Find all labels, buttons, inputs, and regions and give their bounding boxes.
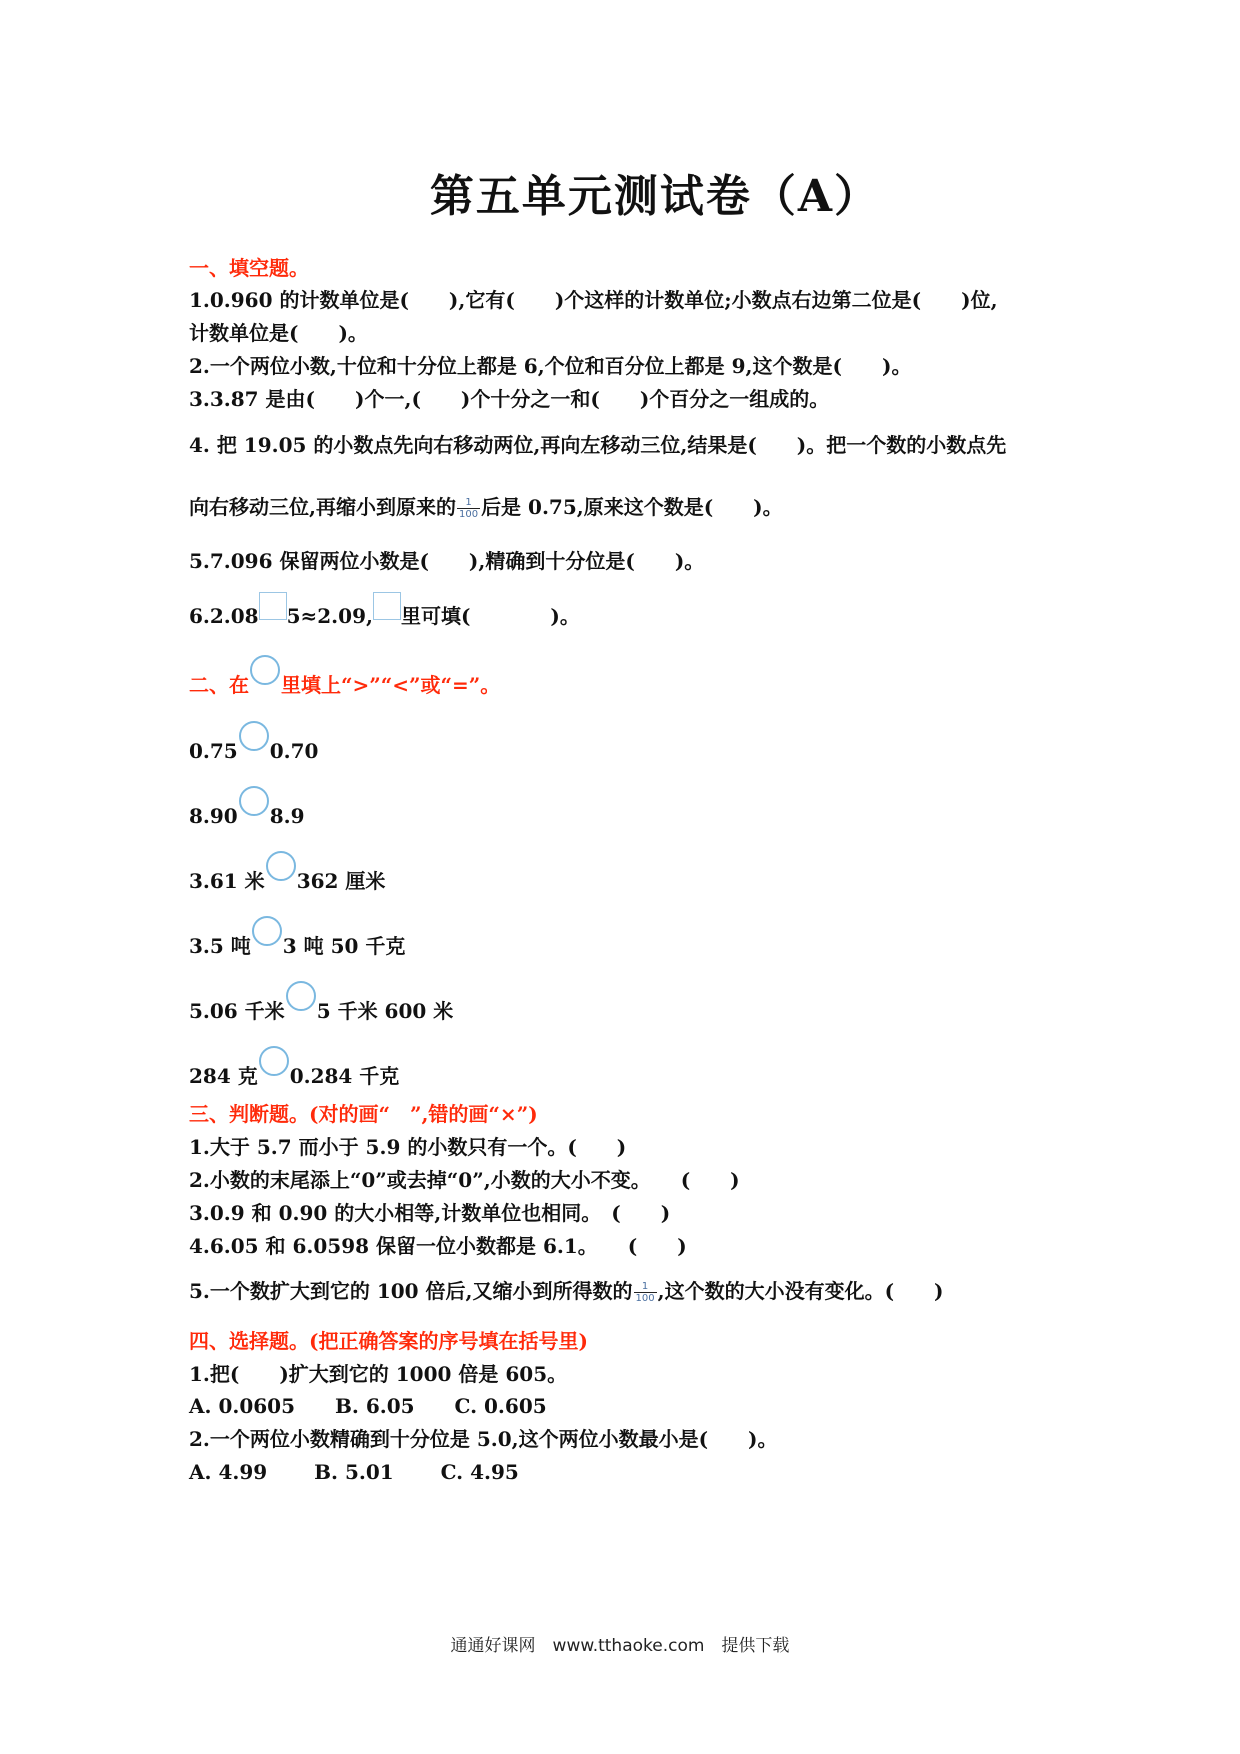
fraction-numerator: 1 [641,1281,649,1292]
section1-heading: 一、填空题。 [189,256,309,280]
choice-question-1: 1.把( )扩大到它的 1000 倍是 605。 [189,1362,568,1386]
question-4-text-post: 后是 0.75,原来这个数是( )。 [481,495,783,519]
answer-box[interactable] [259,592,287,620]
question-5: 5.7.096 保留两位小数是( ),精确到十分位是( )。 [189,549,705,573]
compare-item [189,860,385,893]
compare-right: 0.284 千克 [289,1064,400,1088]
compare-left: 0.75 [189,739,238,763]
question-4-line2 [189,495,783,520]
answer-circle[interactable] [259,1046,289,1076]
fraction-denominator: 100 [458,509,479,520]
judge-question-4: 4.6.05 和 6.0598 保留一位小数都是 6.1。 ( ) [189,1234,687,1258]
compare-right: 362 厘米 [296,869,386,893]
answer-circle[interactable] [252,916,282,946]
footer-text: 通通好课网 www.tthaoke.com 提供下载 [450,1636,790,1656]
question-2: 2.一个两位小数,十位和十分位上都是 6,个位和百分位上都是 9,这个数是( )。 [189,354,912,378]
choice-question-1-options: A. 0.0605 B. 6.05 C. 0.605 [189,1394,547,1418]
question-1-line1: 1.0.960 的计数单位是( ),它有( )个这样的计数单位;小数点右边第二位是( )位, [189,288,998,312]
section4-heading: 四、选择题。(把正确答案的序号填在括号里) [189,1329,588,1353]
compare-right: 3 吨 50 千克 [282,934,406,958]
judge-question-1: 1.大于 5.7 而小于 5.9 的小数只有一个。( ) [189,1135,627,1159]
answer-circle[interactable] [266,851,296,881]
answer-box [373,592,401,620]
judge-question-5-pre: 5.一个数扩大到它的 100 倍后,又缩小到所得数的 [189,1279,633,1303]
compare-left: 3.61 米 [189,869,265,893]
judge-question-5 [189,1279,944,1304]
compare-right: 0.70 [269,739,319,763]
compare-right: 5 千米 600 米 [316,999,454,1023]
question-6 [189,598,580,628]
answer-circle[interactable] [286,981,316,1011]
compare-left: 5.06 千米 [189,999,285,1023]
fraction [457,497,480,520]
question-4-line1: 4. 把 19.05 的小数点先向右移动两位,再向左移动三位,结果是( )。把一个数的小数点先 [189,433,1007,457]
answer-circle[interactable] [239,721,269,751]
page-title: 第五单元测试卷（A） [429,171,881,222]
section2-heading [189,664,500,697]
compare-item [189,925,405,958]
answer-circle[interactable] [239,786,269,816]
choice-question-2-options: A. 4.99 B. 5.01 C. 4.95 [189,1460,519,1484]
question-3: 3.3.87 是由( )个一,( )个十分之一和( )个百分之一组成的。 [189,387,830,411]
question-6-text-b: 5≈2.09, [286,604,373,628]
compare-left: 284 克 [189,1064,258,1088]
circle-icon [250,655,280,685]
compare-item [189,990,453,1023]
compare-left: 3.5 吨 [189,934,251,958]
choice-question-2: 2.一个两位小数精确到十分位是 5.0,这个两位小数最小是( )。 [189,1427,778,1451]
compare-item [189,1055,399,1088]
section3-heading: 三、判断题。(对的画“ ”,错的画“×”) [189,1102,538,1126]
fraction [634,1281,657,1304]
judge-question-5-post: ,这个数的大小没有变化。( ) [657,1279,944,1303]
compare-right: 8.9 [269,804,305,828]
section2-heading-post: 里填上“>”“<”或“=”。 [281,673,501,697]
compare-item [189,730,318,763]
question-4-text-pre: 向右移动三位,再缩小到原来的 [189,495,456,519]
judge-question-3: 3.0.9 和 0.90 的大小相等,计数单位也相同。 ( ) [189,1201,671,1225]
fraction-numerator: 1 [465,497,472,508]
section2-heading-pre: 二、在 [189,673,249,697]
fraction-denominator: 100 [635,1293,655,1304]
question-6-text-c: 里可填( )。 [400,604,580,628]
question-1-line2: 计数单位是( )。 [189,321,368,345]
compare-item [189,795,305,828]
judge-question-2: 2.小数的末尾添上“0”或去掉“0”,小数的大小不变。 ( ) [189,1168,740,1192]
question-6-text-a: 6.2.08 [189,604,259,628]
compare-left: 8.90 [189,804,238,828]
